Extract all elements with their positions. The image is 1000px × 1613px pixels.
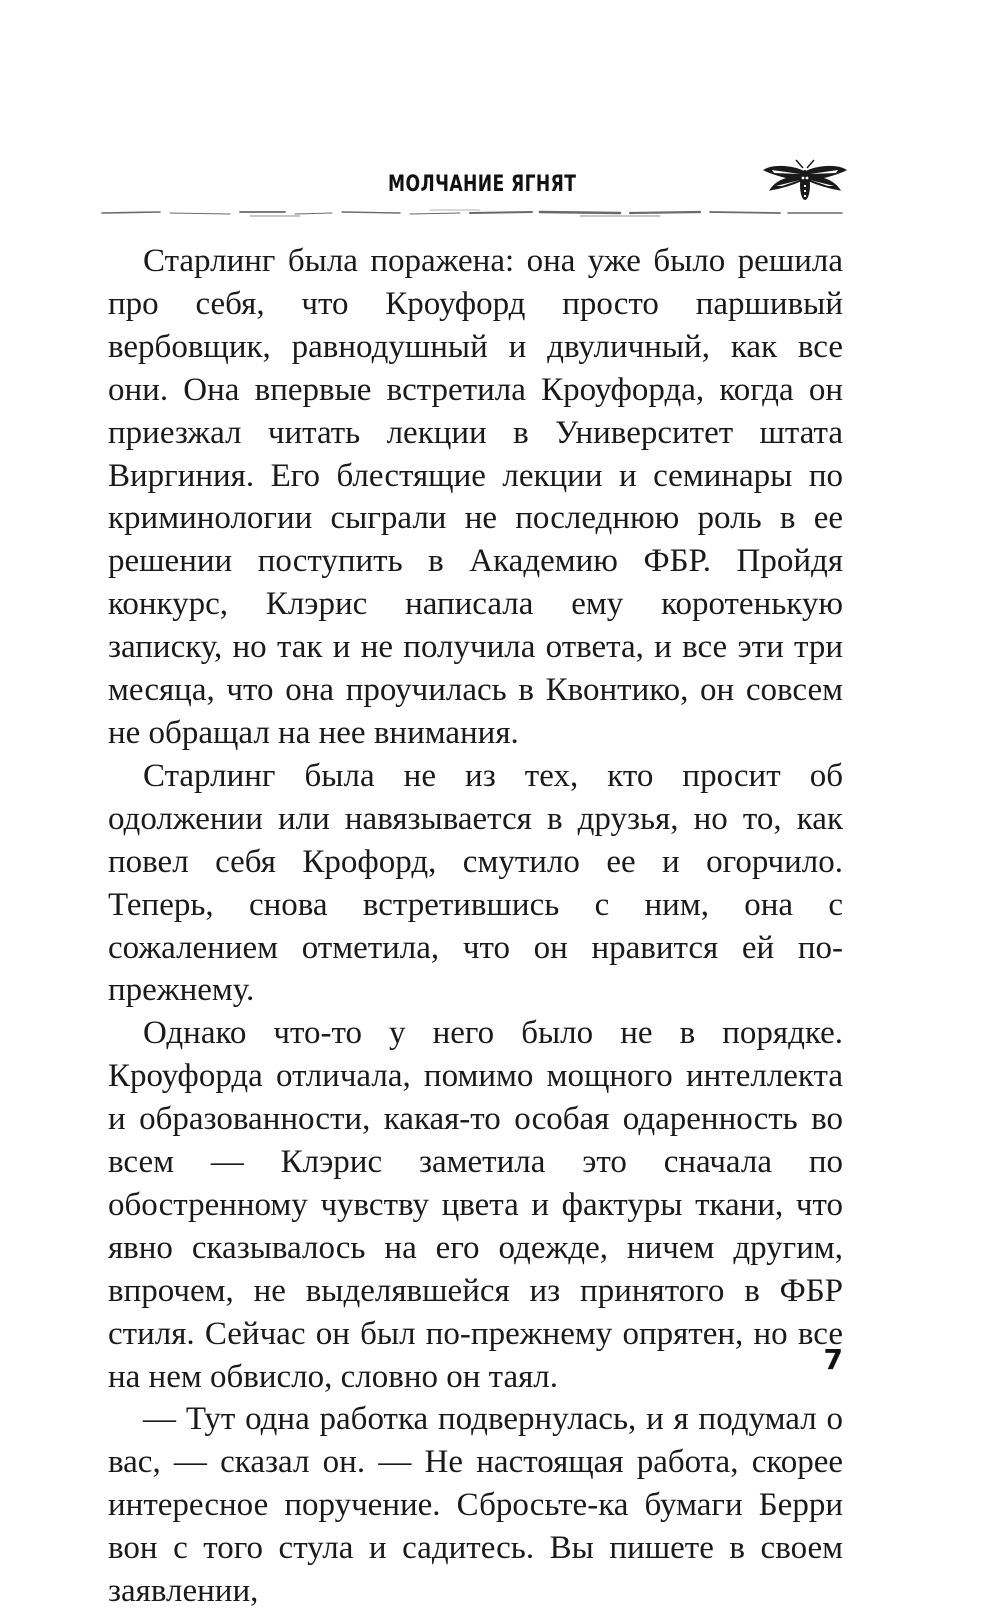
paragraph: Однако что-то у него было не в порядке. Кроуфорда отличала, помимо мощного интеллекта и образованности, какая-то особая одаренность во всем — Клэрис заметила это сначала по обостренному чувству цвета и фактуры ткани, что явно сказывалось на его одежде, ничем другим, впрочем, не выделявшейся из принятого в ФБР стиля. Сейчас он был по-прежнему опрятен, но все на нем обвисло, словно он таял. xyxy=(108,1015,843,1395)
paragraph: Старлинг была не из тех, кто просит об одолжении или навязывается в друзья, но то, как повел себя Крофорд, смутило ее и огорчило. Теперь, снова встретившись с ним, она с сожалением отметила, что он нравится ей по-прежнему. xyxy=(108,757,843,1009)
paragraph: — Тут одна работка подвернулась, и я подумал о вас, — сказал он. — Не настоящая работа, скорее интересное поручение. Сбросьте-ка бумаги Берри вон с того стула и садитесь. Вы пишете в своем заявлении, xyxy=(108,1401,843,1610)
header-rule xyxy=(100,206,845,220)
page-number: 7 xyxy=(823,1343,843,1376)
text-body xyxy=(108,240,843,1613)
paragraph: Старлинг была поражена: она уже было решила про себя, что Кроуфорд просто паршивый вербовщик, равнодушный и двуличный, как все они. Она впервые встретила Кроуфорда, когда он приезжал читать лекции в Университет штата Виргиния. Его блестящие лекции и семинары по криминологии сыграли не последнюю роль в ее решении поступить в Академию ФБР. Пройдя конкурс, Клэрис написала ему коротенькую записку, но так и не получила ответа, и все эти три месяца, что она проучилась в Квонтико, он совсем не обращал на нее внимания. xyxy=(108,243,843,751)
running-title: МОЛЧАНИЕ ЯГНЯТ xyxy=(388,172,577,197)
running-head xyxy=(100,160,845,230)
